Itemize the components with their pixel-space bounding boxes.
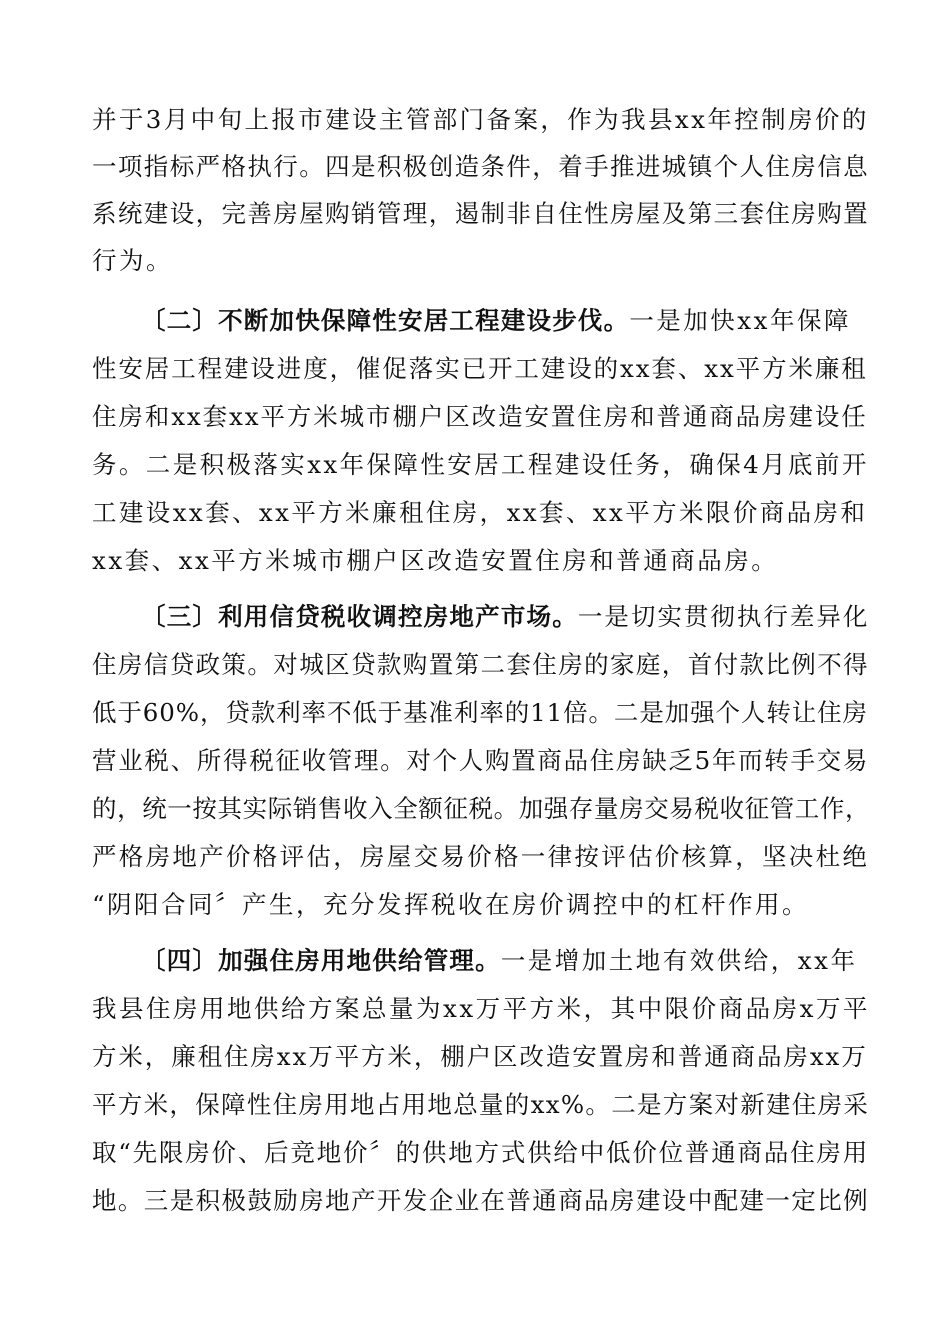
paragraph-line: 地。三是积极鼓励房地产开发企业在普通商品房建设中配建一定比例 (92, 1186, 869, 1215)
paragraph-line: 低于60%，贷款利率不低于基准利率的11倍。二是加强个人转让住房 (92, 698, 868, 727)
paragraph-line: 工建设xx套、xx平方米廉租住房，xx套、xx平方米限价商品房和 (92, 498, 868, 527)
paragraph-line: 系统建设，完善房屋购销管理，遏制非自住性房屋及第三套住房购置 (92, 199, 869, 228)
paragraph-line: 方米，廉租住房xx万平方米，棚户区改造安置房和普通商品房xx万 (92, 1042, 868, 1071)
paragraph-line: 平方米，保障性住房用地占用地总量的xx%。二是方案对新建住房采 (92, 1090, 870, 1119)
section-heading: 〔四〕加强住房用地供给管理。 (141, 946, 501, 975)
paragraph-line: 的，统一按其实际销售收入全额征税。加强存量房交易税收征管工作， (92, 794, 871, 823)
paragraph-line: 我县住房用地供给方案总量为xx万平方米，其中限价商品房x万平 (92, 994, 870, 1023)
section-first-line (141, 946, 857, 976)
paragraph-line: 住房和xx套xx平方米城市棚户区改造安置住房和普通商品房建设任 (92, 402, 868, 431)
paragraph-line: xx套、xx平方米城市棚户区改造安置住房和普通商品房。 (92, 546, 779, 575)
paragraph-line: 并于3月中旬上报市建设主管部门备案，作为我县xx年控制房价的 (92, 105, 869, 134)
paragraph-line: 营业税、所得税征收管理。对个人购置商品住房缺乏5年而转手交易 (92, 746, 870, 775)
paragraph-line: 行为。 (92, 246, 173, 275)
section-text: 一是加快xx年保障 (629, 306, 851, 335)
section-first-line (141, 602, 869, 632)
paragraph-line: 严格房地产价格评估，房屋交易价格一律按评估价核算，坚决杜绝 (92, 842, 870, 871)
section-heading: 〔二〕不断加快保障性安居工程建设步伐。 (141, 306, 630, 335)
paragraph-line: “阴阳合同〞产生，充分发挥税收在房价调控中的杠杆作用。 (92, 890, 810, 919)
paragraph-line: 务。二是积极落实xx年保障性安居工程建设任务，确保4月底前开 (92, 450, 869, 479)
paragraph-line: 性安居工程建设进度，催促落实已开工建设的xx套、xx平方米廉租 (92, 354, 868, 383)
section-text: 一是增加土地有效供给，xx年 (500, 946, 858, 975)
section-first-line (141, 306, 851, 336)
section-heading: 〔三〕利用信贷税收调控房地产市场。 (141, 602, 578, 631)
paragraph-line: 取“先限房价、后竞地价〞的供地方式供给中低价位普通商品住房用 (92, 1138, 870, 1167)
section-text: 一是切实贯彻执行差异化 (577, 602, 870, 631)
paragraph-line: 一项指标严格执行。四是积极创造条件，着手推进城镇个人住房信息 (92, 152, 869, 181)
paragraph-line: 住房信贷政策。对城区贷款购置第二套住房的家庭，首付款比例不得 (92, 650, 869, 679)
